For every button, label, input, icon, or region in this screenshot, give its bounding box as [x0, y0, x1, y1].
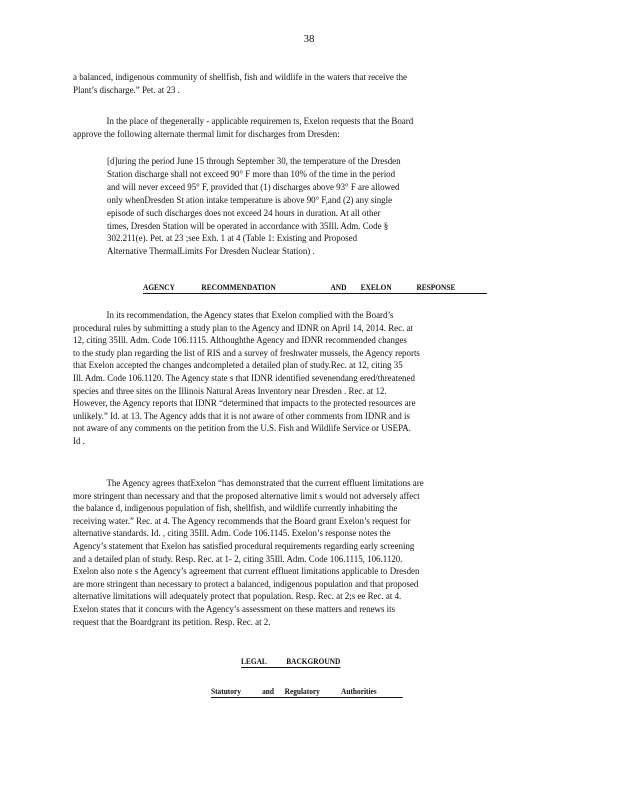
quote-line: Station discharge shall not exceed 90° F more than 10% of the time in the period [107, 168, 396, 180]
text-line: Id . [73, 435, 85, 447]
text-line: Agency’s statement that Exelon has satisfied procedural requirements regarding early screening [73, 540, 415, 552]
paragraph-agency-agrees [73, 478, 503, 629]
text-line: procedural rules by submitting a study plan to the Agency and IDNR on April 14, 2014. Rec. at [73, 322, 413, 334]
text-line: not aware of any comments on the petition from the U.S. Fish and Wildlife Service or USEPA. [73, 423, 411, 435]
quote-line: episode of such discharges does not exceed 24 hours in duration. At all other [107, 207, 381, 219]
heading-word: LEGAL [241, 657, 267, 666]
text-line: In its recommendation, the Agency states that Exelon complied with the Board’s [106, 310, 394, 321]
paragraph-recommendation [73, 310, 503, 449]
text-line: alternative limitations will adequately protect that population. Resp. Rec. at 2;s ee Rec. at 4. [73, 591, 402, 603]
quote-line: Alternative ThermalLimits For Dresden Nuclear Station) . [107, 246, 315, 258]
subheading-statutory [211, 687, 403, 698]
text-line: species and three sites on the Illinois Natural Areas Inventory near Dresden . Rec. at 12. [73, 385, 387, 397]
heading-word: Authorities [341, 687, 377, 696]
text-line: Exelon states that it concurs with the Agency’s assessment on these matters and renews its [73, 603, 396, 615]
heading-word: Regulatory [284, 687, 320, 696]
text-line: and a detailed plan of study. Resp. Rec. at 1- 2, citing 35Ill. Adm. Code 106.1115, 106.1120. [73, 553, 403, 565]
text-line: Plant’s discharge.” Pet. at 23 . [73, 84, 180, 96]
text-line: request that the Boardgrant its petition. Resp. Rec. at 2. [73, 616, 271, 628]
text-line: the balance d, indigenous population of fish, shellfish, and wildlife currently inhabiting the [73, 503, 398, 515]
text-line: more stringent than necessary and that the proposed alternative limit s would not adversely affect [73, 490, 420, 502]
paragraph-intro [73, 72, 503, 97]
heading-word: AGENCY [143, 283, 175, 292]
section-heading-legal [241, 657, 340, 668]
heading-word: RECOMMENDATION [201, 283, 276, 292]
heading-word: Statutory [211, 687, 241, 696]
quote-line: 302.211(e). Pet. at 23 ;see Exh. 1 at 4 (Table 1: Existing and Proposed [107, 233, 358, 245]
text-line: receiving water.” Rec. at 4. The Agency recommends that the Board grant Exelon’s request for [73, 515, 411, 527]
text-line: are more stringent than necessary to protect a balanced, indigenous population and that proposed [73, 578, 419, 590]
text-line: a balanced, indigenous community of shellfish, fish and wildlife in the waters that receive the [73, 72, 408, 83]
text-line: 12, citing 35Ill. Adm. Code 106.1115. Althoughthe Agency and IDNR recommended changes [73, 335, 407, 347]
text-line: The Agency agrees thatExelon “has demonstrated that the current effluent limitations are [106, 478, 424, 489]
page-number: 38 [303, 33, 315, 45]
text-line: to the study plan regarding the list of RIS and a survey of freshwater mussels, the Agency reports [73, 347, 420, 359]
heading-word: BACKGROUND [286, 657, 341, 666]
section-heading-agency [143, 283, 487, 294]
quote-line: times, Dresden Station will be operated in accordance with 35Ill. Adm. Code § [107, 220, 389, 232]
quote-line: and will never exceed 95° F, provided that (1) discharges above 93° F are allowed [107, 181, 400, 193]
text-line: In the place of thegenerally - applicable requiremen ts, Exelon requests that the Board [106, 116, 414, 127]
text-line: However, the Agency reports that IDNR “determined that impacts to the protected resources are [73, 398, 416, 410]
heading-word: RESPONSE [416, 283, 456, 292]
text-line: Exelon also note s the Agency’s agreement that current effluent limitations applicable to Dresden [73, 566, 420, 578]
text-line: Ill. Adm. Code 106.1120. The Agency state s that IDNR identified sevenendang ered/threatened [73, 372, 415, 384]
heading-word: EXELON [360, 283, 392, 292]
text-line: unlikely.” Id. at 13. The Agency adds that it is not aware of other comments from IDNR and is [73, 410, 410, 422]
heading-word: AND [330, 283, 347, 292]
quote-line: only whenDresden St ation intake temperature is above 90° F,and (2) any single [107, 194, 393, 206]
paragraph-request [73, 116, 503, 141]
text-line: that Exelon accepted the changes andcompleted a detailed plan of study.Rec. at 12, citing 35 [73, 360, 403, 372]
text-line: approve the following alternate thermal limit for discharges from Dresden: [73, 128, 340, 140]
block-quote [107, 156, 472, 259]
heading-word: and [262, 687, 274, 696]
text-line: alternative standards. Id. , citing 35Ill. Adm. Code 106.1145. Exelon’s response notes the [73, 528, 391, 540]
quote-line: [d]uring the period June 15 through September 30, the temperature of the Dresden [107, 156, 401, 167]
